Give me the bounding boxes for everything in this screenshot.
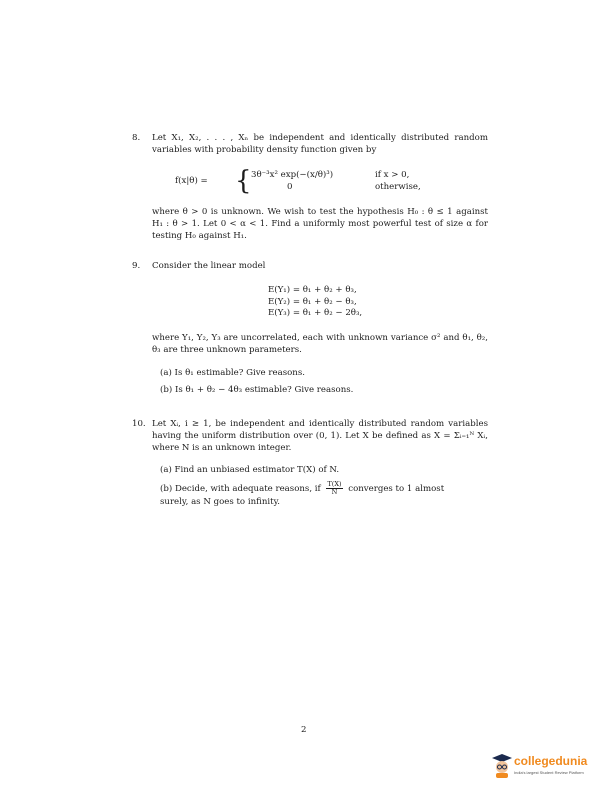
question-9-body [152,332,488,356]
question-8-body [152,206,488,242]
question-intro: Let X₁, X₂, . . . , Xₙ be independent and identically distributed random variables with probability density function given by [152,133,488,155]
part-b-text-post: converges to 1 almost surely, as N goes to infinity. [160,484,445,507]
question-8 [132,132,488,156]
pdf-case1-expr: 3θ⁻³x² exp(−(x/θ)³) [251,170,334,180]
part-a: (a) Is θ₁ estimable? Give reasons. [160,368,305,378]
question-10 [132,418,488,454]
pdf-case1-cond: if x > 0, [375,170,410,180]
pdf-case2-cond: otherwise, [375,182,421,192]
question-9 [132,260,488,272]
question-intro: Consider the linear model [152,261,266,271]
pdf-case2-expr: 0 [287,182,293,192]
equation-3: E(Y₃) = θ₁ + θ₂ − 2θ₃, [268,308,363,318]
linear-model-equations [268,285,362,320]
question-intro: Let Xᵢ, i ≥ 1, be independent and identically distributed random variables having the uniform distribution over (0, 1). Let X be defined as X = Σᵢ₌₁ᴺ Xᵢ, where N is an unknown integer. [152,419,488,453]
brand-tagline: India's largest Student Review Platform [514,770,584,775]
question-number: 9. [132,261,141,271]
fraction [326,481,342,496]
question-number: 8. [132,133,141,143]
fraction-numerator: T(X) [327,480,342,488]
part-a: (a) Find an unbiased estimator T(X) of N. [160,465,340,475]
equation-1: E(Y₁) = θ₁ + θ₂ + θ₃, [268,285,357,295]
brand-logo [492,750,596,786]
part-b: (b) Is θ₁ + θ₂ − 4θ₃ estimable? Give reasons. [160,385,354,395]
question-body: where θ > 0 is unknown. We wish to test the hypothesis H₀ : θ ≤ 1 against H₁ : θ > 1. Let 0 < α < 1. Find a uniformly most powerful test of size α for testing H₀ against H₁. [152,207,488,241]
case-brace: { [235,166,252,196]
equation-2: E(Y₂) = θ₁ + θ₂ − θ₃, [268,296,357,307]
fraction-denominator: N [331,488,338,496]
page-number: 2 [301,725,307,735]
pdf-lhs: f(x|θ) = [175,176,208,186]
question-number: 10. [132,419,146,429]
part-b [160,481,468,508]
question-10-parts [138,464,478,508]
brand-name: collegedunia [514,754,588,768]
question-body: where Y₁, Y₂, Y₃ are uncorrelated, each with unknown variance σ² and θ₁, θ₂, θ₃ are three unknown parameters. [152,333,488,355]
question-9-parts [138,367,478,396]
part-b-text-pre: (b) Decide, with adequate reasons, if [160,484,321,494]
student-mascot-icon [492,754,512,778]
